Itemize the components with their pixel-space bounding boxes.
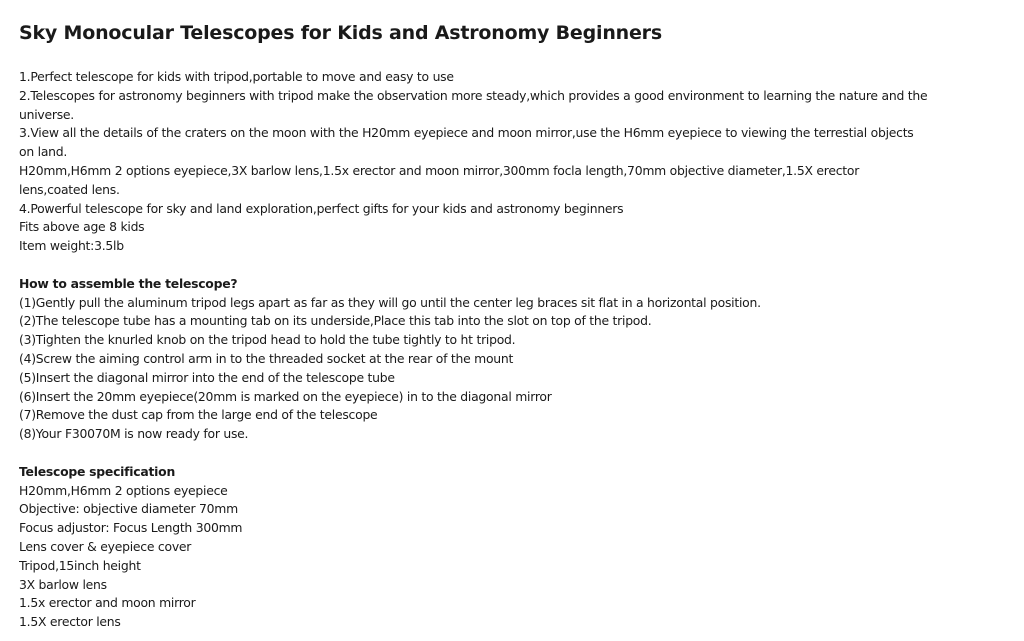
specification-item: 3X barlow lens: [19, 576, 107, 592]
specification-item: 1.5x erector and moon mirror: [19, 595, 196, 611]
assembly-step: (5)Insert the diagonal mirror into the end of the telescope tube: [19, 369, 395, 385]
specification-item: Objective: objective diameter 70mm: [19, 501, 238, 517]
page-title: Sky Monocular Telescopes for Kids and Astronomy Beginners: [19, 22, 662, 44]
assembly-step: (3)Tighten the knurled knob on the tripod head to hold the tube tightly to ht tripod.: [19, 332, 516, 348]
feature-line: Item weight:3.5lb: [19, 238, 124, 254]
section-spacer: [19, 444, 1009, 463]
feature-line: 1.Perfect telescope for kids with tripod,portable to move and easy to use: [19, 69, 454, 84]
feature-line: H20mm,H6mm 2 options eyepiece,3X barlow lens,1.5x erector and moon mirror,300mm focla length,70mm objective diameter,1.5X erector: [19, 162, 860, 178]
assembly-step: (7)Remove the dust cap from the large end of the telescope: [19, 407, 378, 423]
assembly-step: (4)Screw the aiming control arm in to the threaded socket at the rear of the mount: [19, 350, 514, 366]
specification-item: H20mm,H6mm 2 options eyepiece: [19, 482, 228, 498]
specification-item: 1.5X erector lens: [19, 614, 121, 630]
specification-heading: Telescope specification: [19, 463, 176, 479]
specification-item: Tripod,15inch height: [19, 557, 141, 573]
description-body: [19, 68, 1024, 632]
assembly-step: (6)Insert the 20mm eyepiece(20mm is marked on the eyepiece) in to the diagonal mirror: [19, 388, 552, 404]
assembly-heading: How to assemble the telescope?: [19, 275, 238, 291]
feature-line: 4.Powerful telescope for sky and land exploration,perfect gifts for your kids and astronomy beginners: [19, 200, 624, 216]
specification-item: Lens cover & eyepiece cover: [19, 538, 192, 554]
feature-line: lens,coated lens.: [19, 181, 120, 197]
feature-line: 2.Telescopes for astronomy beginners with tripod make the observation more steady,which provides a good environment to learning the nature and the: [19, 87, 928, 103]
feature-line: 3.View all the details of the craters on the moon with the H20mm eyepiece and moon mirror,use the H6mm eyepiece to viewing the terrestial objects: [19, 125, 914, 141]
feature-line: on land.: [19, 144, 68, 160]
assembly-step: (2)The telescope tube has a mounting tab on its underside,Place this tab into the slot on top of the tripod.: [19, 313, 652, 329]
section-spacer: [19, 256, 1009, 275]
assembly-step: (1)Gently pull the aluminum tripod legs apart as far as they will go until the center leg braces sit flat in a horizontal position.: [19, 294, 761, 310]
assembly-step: (8)Your F30070M is now ready for use.: [19, 426, 249, 442]
feature-line: Fits above age 8 kids: [19, 219, 145, 235]
feature-line: universe.: [19, 106, 74, 122]
specification-item: Focus adjustor: Focus Length 300mm: [19, 520, 243, 536]
